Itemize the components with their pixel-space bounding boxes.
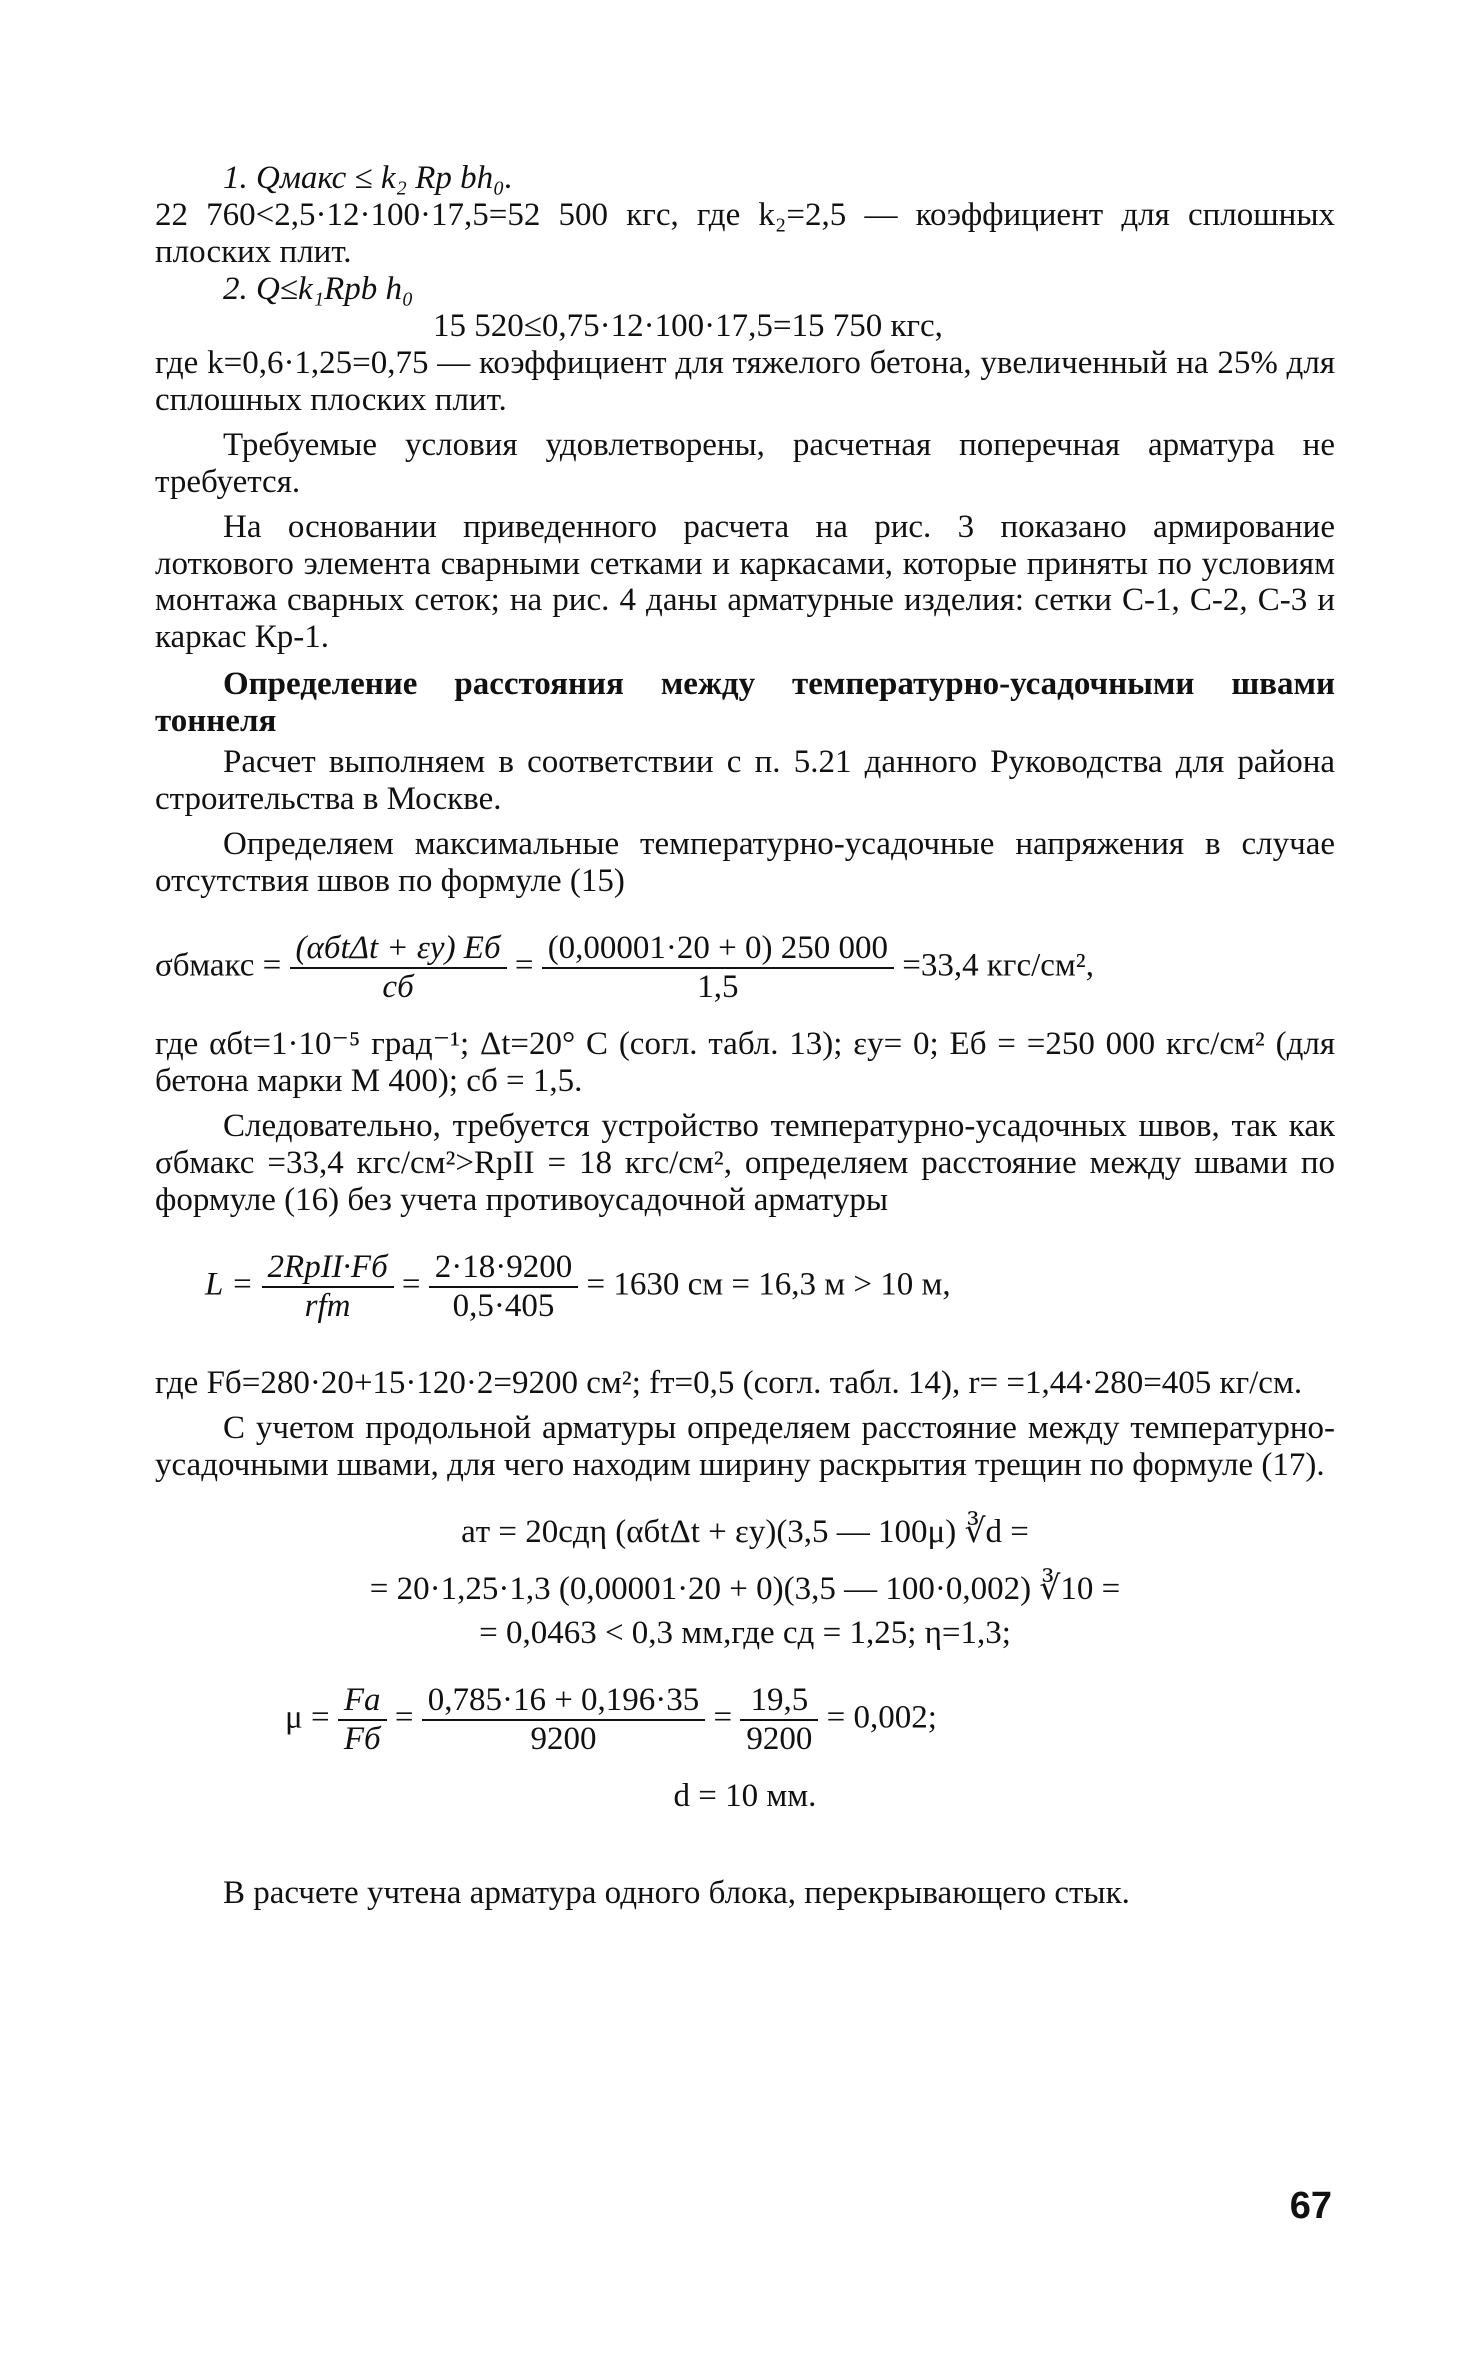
formula-mu-fraction-1 — [338, 1682, 387, 1758]
formula-15-fraction-2 — [542, 930, 894, 1006]
coefficient-note: где k=0,6·1,25=0,75 — коэффициент для тяжелого бетона, увеличенный на 25% для сплошных плоских плит. — [155, 344, 1335, 418]
formula-15-den-1: cб — [382, 969, 414, 1006]
formula-15-num-2: (0,00001·20 + 0) 250 000 — [542, 930, 894, 969]
formula-16-fraction-1 — [262, 1249, 394, 1325]
calc-basis-paragraph: Расчет выполняем в соответствии с п. 5.21 данного Руководства для района строительства в Москве. — [155, 744, 1335, 818]
formula-17-line-2: = 20·1,25·1,3 (0,00001·20 + 0)(3,5 — 100·0,002) ∛10 = — [369, 1570, 1121, 1607]
formula-mu-eq-1: = — [394, 1699, 414, 1736]
formula-16-den-1: rfт — [304, 1287, 351, 1324]
formula-15-num-1: (αбtΔt + εу) Eб — [290, 930, 507, 969]
formula-15-den-2: 1,5 — [697, 969, 739, 1006]
formula-16-result: = 1630 см = 16,3 м > 10 м, — [586, 1266, 951, 1303]
page-number: 67 — [1289, 2185, 1332, 2227]
footer-note: В расчете учтена арматура одного блока, перекрывающего стык. — [223, 1875, 1130, 1912]
formula-17-line-1: aт = 20cдη (αбtΔt + εу)(3,5 — 100μ) ∛d = — [461, 1513, 1029, 1550]
formula-mu-num-2: 0,785·16 + 0,196·35 — [422, 1682, 706, 1721]
reinforcement-paragraph: На основании приведенного расчета на рис. 3 показано армирование лоткового элемента сварными сетками и каркасами, которые приняты по условиям монтажа сварных сеток; на рис. 4 даны арматурные изделия: сетки С-1, С-2, С-3 и каркас Кр-1. — [155, 508, 1335, 656]
formula-16-den-2: 0,5·405 — [452, 1287, 555, 1324]
section-heading: Определение расстояния между температурно-усадочными швами тоннеля — [155, 666, 1335, 740]
page-content — [155, 160, 1335, 1912]
formula-16-fraction-2 — [429, 1249, 578, 1325]
formula-16-eq: = — [401, 1266, 421, 1303]
formula-mu-fraction-2 — [422, 1682, 706, 1758]
formula-15-fraction-1 — [290, 930, 507, 1006]
crack-width-paragraph: С учетом продольной арматуры определяем расстояние между температурно-усадочными швами, для чего находим ширину раскрытия трещин по формуле (17). — [155, 1409, 1335, 1483]
formula-15-eq: = — [514, 947, 534, 984]
formula-mu-den-1: Fб — [343, 1721, 381, 1758]
condition-2-check: 15 520≤0,75·12·100·17,5=15 750 кгс, — [433, 307, 943, 344]
formula-15-legend: где αбt=1·10⁻⁵ град⁻¹; Δt=20° С (согл. табл. 13); εу= 0; Eб = =250 000 кгс/см² (для бетона марки М 400); cб = 1,5. — [155, 1026, 1335, 1099]
formula-mu-num-3: 19,5 — [740, 1682, 818, 1721]
formula-16-num-1: 2RрII·Fб — [262, 1249, 394, 1288]
conclusion-paragraph: Требуемые условия удовлетворены, расчетная поперечная арматура не требуется. — [155, 426, 1335, 500]
formula-16-legend: где Fб=280·20+15·120·2=9200 см²; fт=0,5 (согл. табл. 14), r= =1,44·280=405 кг/см. — [155, 1364, 1303, 1401]
formula-mu-den-3: 9200 — [746, 1721, 813, 1758]
formula-17-line-3: = 0,0463 < 0,3 мм,где cд = 1,25; η=1,3; — [479, 1615, 1011, 1652]
formula-mu — [155, 1682, 1335, 1758]
formula-15 — [155, 930, 1335, 1006]
formula-mu-result: = 0,002; — [826, 1699, 937, 1736]
formula-15-lhs: σбмакс = — [155, 947, 282, 984]
formula-mu-num-1: Fа — [338, 1682, 387, 1721]
formula-mu-lhs: μ = — [285, 1699, 330, 1736]
formula-15-result: =33,4 кгс/см², — [902, 947, 1094, 984]
condition-1: 1. Qмакс ≤ k₂ Rр bh₀. — [223, 160, 513, 196]
formula-d-line: d = 10 мм. — [673, 1778, 817, 1815]
formula-16-lhs: L = — [205, 1266, 254, 1303]
condition-1-check: 22 760<2,5·12·100·17,5=52 500 кгс, где k₂=2,5 — коэффициент для сплошных плоских плит. — [155, 196, 1335, 270]
stress-intro-paragraph: Определяем максимальные температурно-усадочные напряжения в случае отсутствия швов по формуле (15) — [155, 826, 1335, 900]
formula-mu-eq-2: = — [713, 1699, 733, 1736]
joints-paragraph: Следовательно, требуется устройство температурно-усадочных швов, так как σбмакс =33,4 кгс/см²>RрII = 18 кгс/см², определяем расстояние между швами по формуле (16) без учета противоусадочной арматуры — [155, 1107, 1335, 1218]
formula-mu-den-2: 9200 — [530, 1721, 597, 1758]
formula-mu-fraction-3 — [740, 1682, 818, 1758]
formula-16 — [155, 1249, 1335, 1325]
condition-2: 2. Q≤k₁Rрb h₀ — [223, 270, 414, 307]
formula-16-num-2: 2·18·9200 — [429, 1249, 578, 1288]
